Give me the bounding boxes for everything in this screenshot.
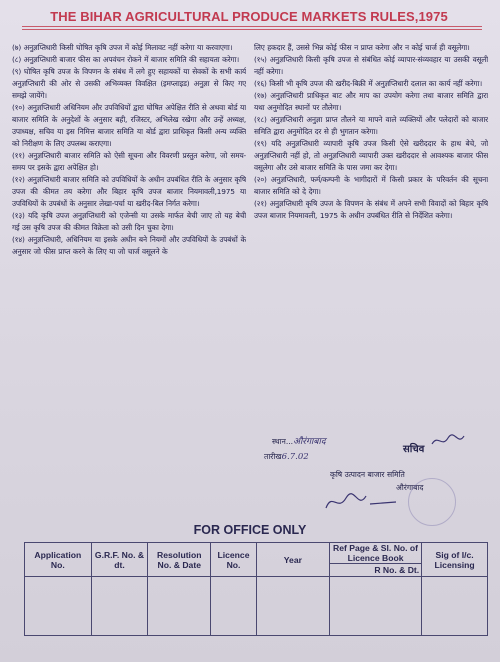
page-title: THE BIHAR AGRICULTURAL PRODUCE MARKETS RULES,1975 bbox=[50, 9, 448, 24]
office-register-table bbox=[24, 542, 488, 636]
date-line bbox=[264, 452, 309, 462]
date-handwritten: 6.7.02 bbox=[281, 452, 309, 462]
col-resolution: Resolution No. & Date bbox=[148, 543, 211, 577]
secretary-label: सचिव bbox=[403, 444, 425, 455]
office-heading: FOR OFFICE ONLY bbox=[193, 523, 307, 537]
col-signature: Sig of I/c. Licensing bbox=[422, 543, 488, 577]
rule-clause: (२१) अनुज्ञप्तिधारी कृषि उपज के विपणन के संबंध में अपने सभी विवादों को बिहार कृषि उपज बाजार नियमावली, 1975 के अधीन उपबंधित रीति से निर्देशित करेगा। bbox=[254, 199, 488, 220]
table-cell bbox=[91, 577, 148, 636]
table-cell bbox=[211, 577, 257, 636]
date-label: तारीख bbox=[264, 452, 282, 461]
table-cell bbox=[148, 577, 211, 636]
table-cell bbox=[25, 577, 92, 636]
rule-clause: (१६) किसी भी कृषि उपज की खरीद-बिक्री में अनुज्ञप्तिधारी दलाल का कार्य नहीं करेगा। bbox=[254, 79, 482, 88]
rule-clause: (१९) यदि अनुज्ञप्तिधारी व्यापारी कृषि उपज किसी ऐसे खरीददार के हाथ बेचे, जो अनुज्ञप्तिधारी नहीं हो, तो अनुज्ञप्तिधारी व्यापारी उक्त खरीददार से आवश्यक बाजार फीस वसूलेगा और उसे बाजार समिति के पास जमा कर देगा। bbox=[254, 139, 488, 172]
col-grf: G.R.F. No. & dt. bbox=[91, 543, 148, 577]
left-column bbox=[12, 42, 246, 514]
committee-city: औरंगाबाद bbox=[396, 483, 424, 492]
col-ref-page: Ref Page & Sl. No. of Licence Book bbox=[329, 543, 421, 564]
right-column bbox=[254, 42, 488, 424]
rule-clause: (११) अनुज्ञप्तिधारी बाजार समिति को ऐसी सूचना और विवरणी प्रस्तुत करेगा, जो समय-समय पर इसके द्वारा अपेक्षित हो। bbox=[12, 151, 246, 172]
table-cell bbox=[256, 577, 329, 636]
rule-clause: (१०) अनुज्ञप्तिधारी अधिनियम और उपविधियों द्वारा घोषित अपेक्षित रीति से अथवा बोर्ड या बाजार समिति के अनुदेशों के अनुसार बही, रजिस्टर, अभिलेख रखेगा और उन्हें अध्यक्ष, उपाध्यक्ष, सचिव या इस निमित्त बाजार समिति या बोर्ड द्वारा प्राधिकृत किसी अन्य व्यक्ति को निरीक्षण के लिए उपलब्ध कराएगा। bbox=[12, 103, 246, 148]
rule-clause: लिए हकदार हैं, उससे भिन्न कोई फीस न प्राप्त करेगा और न कोई चार्ज ही वसूलेगा। bbox=[254, 43, 470, 52]
rule-clause: (८) अनुज्ञप्तिधारी बाजार फीस का अपवंचन रोकने में बाजार समिति की सहायता करेगा। bbox=[12, 55, 239, 64]
ink-stamp-icon bbox=[408, 478, 456, 526]
place-handwritten: औरंगाबाद bbox=[293, 437, 326, 447]
table-cell bbox=[422, 577, 488, 636]
title-underline-2 bbox=[22, 29, 482, 30]
rule-clause: (२०) अनुज्ञप्तिधारी, फर्म/कम्पनी के भागीदारों में किसी प्रकार के परिवर्तन की सूचना बाजार समिति को दे देगा। bbox=[254, 175, 488, 196]
col-licence: Licence No. bbox=[211, 543, 257, 577]
rule-clause: (१२) अनुज्ञप्तिधारी बाजार समिति को उपविधियों के अधीन उपबंधित रीति के अनुसार कृषि उपज की कीमत तय करेगा और बिहार कृषि उपज बाजार नियमावली,1975 या उपविधियों के उपबंधों के अनुसार लेखा-पर्चा या खरीद-बिल निर्गत करेगा। bbox=[12, 175, 246, 208]
place-line: स्थान...औरंगाबाद bbox=[272, 437, 326, 447]
rule-clause: (१७) अनुज्ञप्तिधारी प्राधिकृत बाट और माप का उपयोग करेगा तथा बाजार समिति द्वारा यथा अनुमोदित स्थानों पर तौलेगा। bbox=[254, 91, 488, 112]
rule-clause: (१४) अनुज्ञप्तिधारी, अधिनियम या इसके अधीन बने नियमों और उपविधियों के उपबंधों के अनुसार जो फीस प्राप्त करने के लिए या जो चार्ज वसूलने के bbox=[12, 235, 246, 256]
place-label: स्थान bbox=[272, 437, 286, 446]
table-cell bbox=[329, 577, 421, 636]
col-r-no: R No. & Dt. bbox=[329, 564, 421, 577]
committee-name: कृषि उत्पादन बाजार समिति bbox=[330, 470, 405, 479]
rule-clause: (१८) अनुज्ञप्तिधारी अनुज्ञा प्राप्त तौलने या मापने वाले व्यक्तियों और पलेदारों को बाजार समिति द्वारा अनुमोदित दर से ही भुगतान करेगा। bbox=[254, 115, 488, 136]
handwritten-signature-icon bbox=[322, 488, 402, 518]
col-application: Application No. bbox=[25, 543, 92, 577]
title-underline bbox=[22, 26, 482, 27]
col-year: Year bbox=[256, 543, 329, 577]
rule-clause: (९) घोषित कृषि उपज के विपणन के संबंध में लगे हुए सहायकों या सेवकों के सभी कार्य अनुज्ञप्तिधारी की ओर से उसकी अभिव्यक्त विवक्षित (इमप्लाइड) अनुज्ञा से किए गए समझे जायेंगे। bbox=[12, 67, 246, 100]
rule-clause: (७) अनुज्ञप्तिधारी किसी घोषित कृषि उपज में कोई मिलावट नहीं करेगा या करवाएगा। bbox=[12, 43, 233, 52]
secretary-signature-icon bbox=[430, 432, 466, 450]
rule-clause: (१५) अनुज्ञप्तिधारी किसी कृषि उपज से संबंधित कोई व्यापार-संव्यवहार या उसकी वसूली नहीं करेगा। bbox=[254, 55, 488, 76]
rule-clause: (१३) यदि कृषि उपज अनुज्ञप्तिधारी को एजेन्सी या उसके मार्फत बेची जाए तो यह बेची गई उस कृषि उपज की कीमत विक्रेता को उसी दिन चुका देगा। bbox=[12, 211, 246, 232]
